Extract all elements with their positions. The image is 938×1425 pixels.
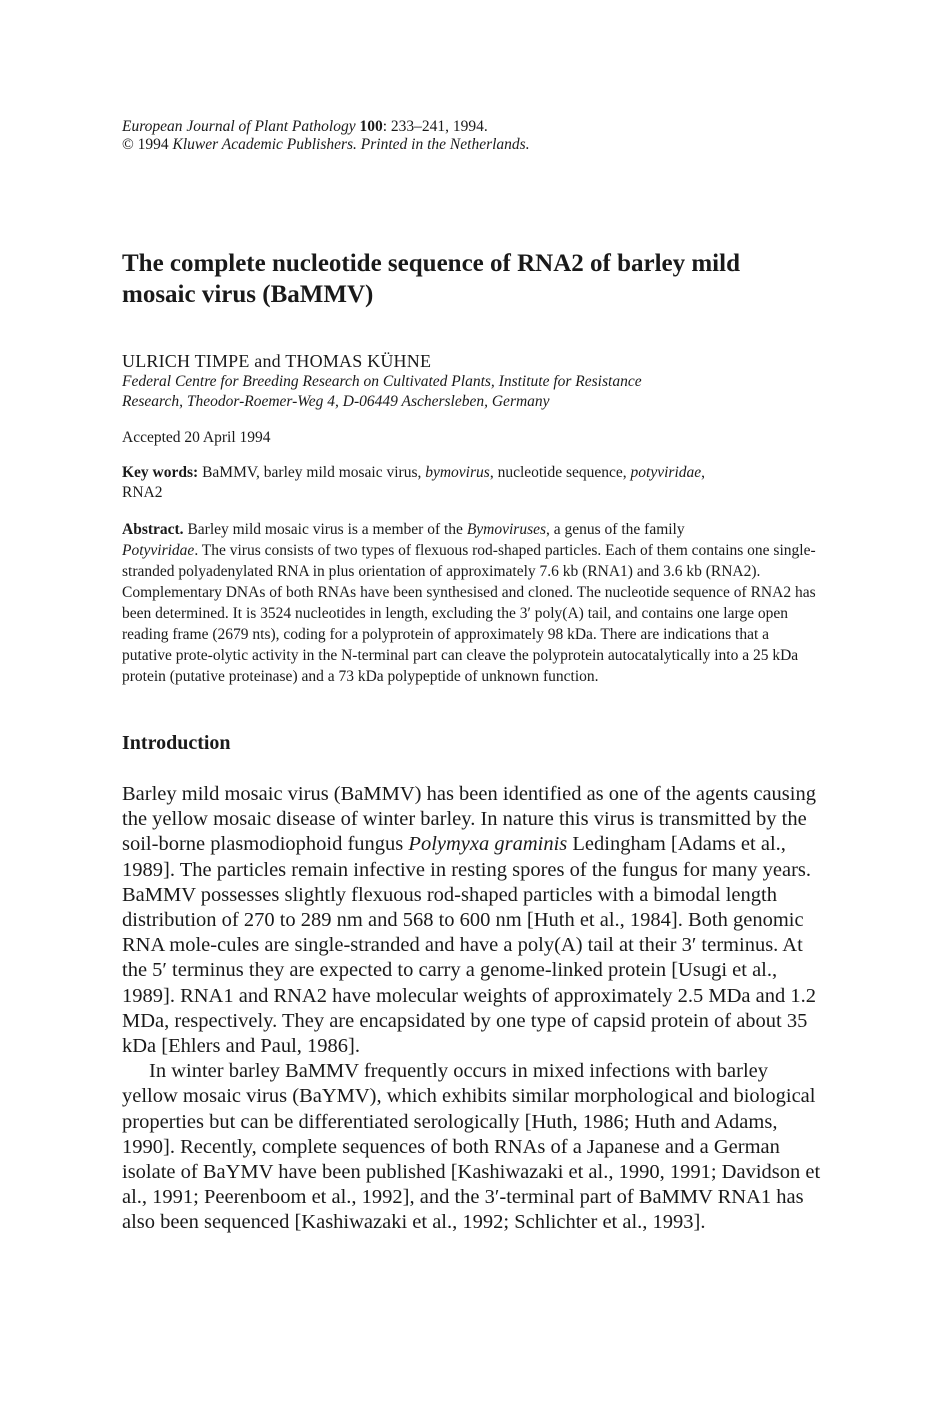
abstract-text: Barley mild mosaic virus is a member of the (183, 521, 467, 538)
introduction-body (122, 782, 822, 1236)
paper-page (122, 118, 822, 1236)
affiliation-line-1: Federal Centre for Breeding Research on Cultivated Plants, Institute for Resistance (122, 373, 642, 390)
accepted-date: Accepted 20 April 1994 (122, 429, 271, 446)
publisher: Kluwer Academic Publishers. Printed in the Netherlands. (172, 136, 530, 153)
authors: ULRICH TIMPE and THOMAS KÜHNE (122, 351, 432, 371)
species-name: Polymyxa graminis (408, 833, 568, 856)
keywords-italic: potyviridae (630, 464, 702, 481)
abstract-italic: Bymoviruses (466, 521, 547, 538)
paragraph-text: Ledingham [Adams et al., 1989]. The particles remain infective in resting spores of the fungus for many years. BaMMV possesses slightly flexuous rod-shaped particles with a bimodal length distribution of 270 to 289 nm and 568 to 600 nm [Huth et al., 1984]. Both genomic RNA mole-cules are single-stranded and have a poly(A) tail at their 3′ terminus. At the 5′ terminus they are expected to carry a genome-linked protein [Usugi et al., 1989]. RNA1 and RNA2 have molecular weights of approximately 2.5 MDa and 1.2 MDa, respectively. They are encapsidated by one type of capsid protein of about 35 kDa [Ehlers and Paul, 1986]. (122, 833, 817, 1058)
abstract-label: Abstract. (122, 521, 184, 538)
journal-volume: 100 (359, 118, 383, 135)
title-line-1: The complete nucleotide sequence of RNA2 of barley mild (122, 250, 740, 277)
keywords-italic: bymovirus (425, 464, 490, 481)
keywords-text: BaMMV, barley mild mosaic virus, (198, 464, 426, 481)
abstract-text: , a genus of the family (546, 521, 685, 538)
keywords-text: , (701, 464, 706, 481)
journal-pages-year: : 233–241, 1994. (382, 118, 488, 135)
paper-title (122, 248, 812, 310)
keywords (122, 463, 822, 503)
title-line-2: mosaic virus (BaMMV) (122, 281, 374, 308)
section-heading-introduction: Introduction (122, 732, 231, 754)
journal-citation (122, 118, 822, 136)
paragraph-text: Barley mild mosaic virus (BaMMV) has been identified as one of the agents causing the yellow mosaic disease of winter barley. In nature this virus is transmitted by the soil-borne plasmodiophoid fungus (122, 783, 816, 856)
paragraph (122, 782, 822, 1059)
affiliation-line-2: Research, Theodor-Roemer-Weg 4, D-06449 Aschersleben, Germany (122, 393, 550, 410)
keywords-label: Key words: (122, 464, 199, 481)
paragraph: In winter barley BaMMV frequently occurs in mixed infections with barley yellow mosaic virus (BaYMV), which exhibits similar morphological and biological properties but can be differentiated serologically [Huth, 1986; Huth and Adams, 1990]. Recently, complete sequences of both RNAs of a Japanese and a German isolate of BaYMV have been published [Kashiwazaki et al., 1990, 1991; Davidson et al., 1991; Peerenboom et al., 1992], and the 3′-terminal part of BaMMV RNA1 has also been sequenced [Kashiwazaki et al., 1992; Schlichter et al., 1993]. (122, 1060, 821, 1234)
abstract-text: . The virus consists of two types of flexuous rod-shaped particles. Each of them contains one single-stranded polyadenylated RNA in plus orientation of approximately 7.6 kb (RNA1) and 3.6 kb (RNA2). Complementary DNAs of both RNAs have been synthesised and cloned. The nucleotide sequence of RNA2 has been determined. It is 3524 nucleotides in length, excluding the 3′ poly(A) tail, and contains one large open reading frame (2679 nts), coding for a polyprotein of approximately 98 kDa. There are indications that a putative prote-olytic activity in the N-terminal part can cleave the polyprotein autocatalytically into a 25 kDa protein (putative proteinase) and a 73 kDa polypeptide of unknown function. (122, 542, 816, 685)
affiliation (122, 372, 822, 412)
abstract (122, 519, 822, 687)
keywords-text: RNA2 (122, 484, 163, 501)
abstract-italic: Potyviridae (122, 542, 195, 559)
copyright-line (122, 136, 822, 154)
copyright-year: © 1994 (122, 136, 169, 153)
journal-header (122, 118, 822, 154)
keywords-text: , nucleotide sequence, (489, 464, 631, 481)
journal-name: European Journal of Plant Pathology (122, 118, 356, 135)
